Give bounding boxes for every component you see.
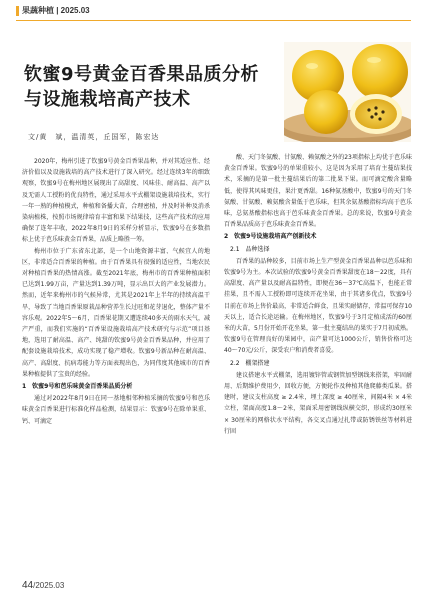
paragraph: 2020年，梅州引进了钦蜜9号黄金百香果品种，并对其适应性、经济价值以及设施栽培的高产技术进行了深入研究。经过连续3年的细致观察，钦蜜9号在梅州地区展现出了高甜度、风味佳、耐高温、高产以及无需人工授粉的优良特性，通过采用水平式棚架设施栽培技术，实行一年一熟的种植模式，种植和备播大苗，合理密植，并及时补种及消杀染病植株，按照市场规律培育丰富和果下结果技，这些高产技术的应用确保了连年丰收，2022年8月9日的采样分析显示，钦蜜9号在多数指标上优于芭乐味黄金百香果，品质上略胜一筹。 bbox=[22, 158, 210, 244]
title-line-1: 钦蜜9号黄金百香果品质分析 bbox=[24, 64, 260, 85]
section-heading: 2 钦蜜9号设施栽培高产创新技术 bbox=[224, 233, 317, 241]
header-rule bbox=[16, 20, 411, 21]
page-header bbox=[0, 4, 427, 18]
section-heading: 1 钦蜜9号和芭乐味黄金百香果品质分析 bbox=[22, 383, 133, 391]
passion-fruit-photo bbox=[284, 42, 411, 142]
article-authors: 文/黄 斌，温清英，丘国军，陈宏达 bbox=[28, 133, 160, 141]
article-title bbox=[24, 62, 294, 112]
page-number: 44 bbox=[22, 580, 34, 591]
paragraph: 通过对2022年8月9日在同一基地相邻种植采摘的钦蜜9号和芭乐味黄金百香果进行标准化样品检测，结果显示：钦蜜9号在除单果重、钙、可滴定 bbox=[22, 395, 210, 425]
section-tag: 果蔬种植 | 2025.03 bbox=[22, 6, 90, 15]
left-column bbox=[22, 156, 210, 427]
title-line-2: 与设施栽培高产技术 bbox=[24, 89, 191, 110]
paragraph: 酸、天门冬氨酸、甘氨酸、赖氨酸之外的23项指标上均优于芭乐味黄金百香果。钦蜜9号的单果重较小，这是因为采用了培育主蔓结果技术，采摘的是第一批主蔓结果后的第二批果下果。而可滴定酸含量略低，使得其风味更佳，果汁更香甜。16种氨基酸中，钦蜜9号的天门冬氨酸、甘氨酸、赖氨酸含量低于芭乐味，但其余氨基酸指标均高于芭乐味，总氨基酸指标也高于芭乐味黄金百香果。总的来说，钦蜜9号黄金百香果品质高于芭乐味黄金百香果。 bbox=[224, 154, 412, 229]
right-column bbox=[224, 152, 412, 437]
paragraph: 百香果的品种较多，目前市场上生产型黄金百香果品种以芭乐味和钦蜜9号为主。本次试验的钦蜜9号黄金百香果甜度在18～22度，具有高甜度、高产量以及耐高温特性，即便在36～37℃高温下，也能正常挂果，且不需人工授粉即可连续开花坐果，由于其诸多优点，钦蜜9号目前在市场上售价最高，非常适合鲜食，且果实耐储存，常温可保存10天以上，适合长途运输。在梅州地区，钦蜜9号于3月定植成活的60厘米的大苗，5月份开始开花坐果，第一批主蔓结出的果实于7月初成熟。钦蜜9号在管理良好的果园中，亩产量可达1000公斤，销售价格可达40～70元/公斤，深受农户和消费者喜爱。 bbox=[224, 257, 412, 355]
paragraph: 建议搭建水平式棚架，选用镀锌管或钢管加型钢线来搭架，牢固耐用、后期维护费用少，回收方便，方便轮作及种植其他爬藤类瓜果。搭建时，建议支柱高度 ≥ 2.4米，埋土深度 ≥ 40厘米，间隔4米 × 4米立柱，架面高度1.8～2米，架面采用密钢线纵横交织，形成约30厘米 × 30厘米的网格状水平结构，各交叉点通过扎带或防锈铁丝等材料进行固 bbox=[224, 371, 412, 435]
page-footer bbox=[22, 580, 64, 591]
golden-passion-fruit-photo bbox=[284, 42, 411, 142]
subsection-heading: 2.1 品种选择 bbox=[230, 245, 270, 253]
paragraph: 梅州市位于广东省东北部，是一个山地资源丰富、气候宜人的地区，非常适合百香果的种植。由于百香果具有很强的适应性，当地农民对种植百香果的热情高涨。截至2021年底，梅州市的百香果种植面积已达到1.99万亩，产量达到1.39万吨，显示出巨大的产业发展潜力。然而，近年来梅州市的气候异常，尤其是2021年上半年的持续高温干旱，导致了当地百香果原栽品种营养生长过旺和花芽退化，整体产量不容乐观。2022年5～6月，百香果花期又遭连续40多天的雨水天气，减产严重，而我们实施的“百香果设施栽培高产技术研究与示范”项目基地，选用了耐高温、高产、纯甜的钦蜜9号黄金百香果品种，并应用了配套设施栽培技术，成功实现了稳产增收。钦蜜9号新品种在耐高温、高产、高甜度、抗病毒能力等方面表现出色，为同伟度其他城市的百香果种植提供了宝贵的经验。 bbox=[22, 247, 210, 378]
subsection-heading: 2.2 棚架搭建 bbox=[230, 359, 270, 367]
issue-label: /2025.03 bbox=[33, 581, 65, 590]
section-marker bbox=[16, 6, 19, 16]
